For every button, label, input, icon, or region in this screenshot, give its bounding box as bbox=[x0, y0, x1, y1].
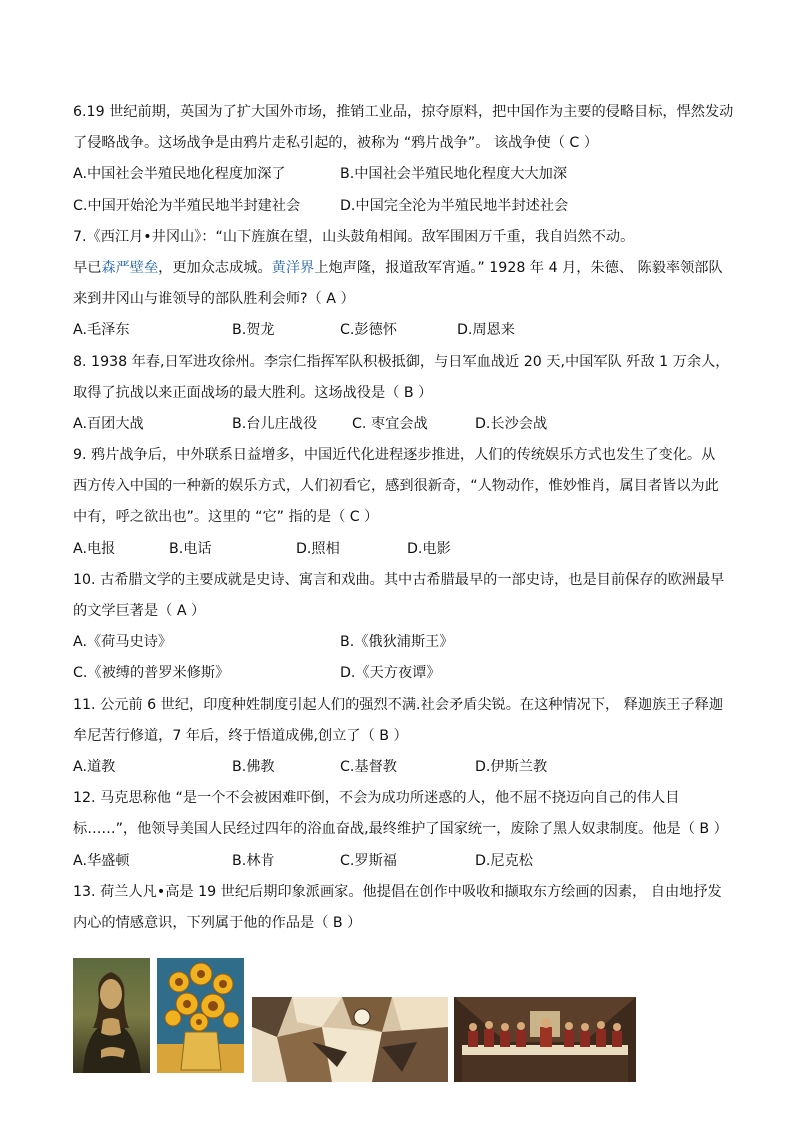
q7-line2-mid: ，更加众志成城。 bbox=[158, 260, 272, 276]
q7-option-b: B.贺龙 bbox=[232, 322, 275, 338]
q9-line1: 9. 鸦片战争后，中外联系日益增多，中国近代化进程逐步推进，人们的传统娱乐方式也发生了变化。从 bbox=[73, 447, 716, 463]
q10-option-c: C.《被缚的普罗米修斯》 bbox=[73, 665, 230, 681]
q7-line2-post: 上炮声隆，报道敌军宵遁。” 1928 年 4 月，朱德、 陈毅率领部队 bbox=[314, 260, 723, 276]
q6-option-a: A.中国社会半殖民地化程度加深了 bbox=[73, 166, 286, 182]
q13-line2: 内心的情感意识，下列属于他的作品是（ B ） bbox=[73, 915, 362, 931]
last-supper-painting bbox=[454, 997, 636, 1082]
q10-option-b: B.《俄狄浦斯王》 bbox=[340, 634, 454, 650]
q8-line2: 取得了抗战以来正面战场的最大胜利。这场战役是（ B ） bbox=[73, 385, 433, 401]
q8-line1: 8. 1938 年春,日军进攻徐州。李宗仁指挥军队积极抵御，与日军血战近 20 天,中国军队 歼敌 1 万余人， bbox=[73, 354, 730, 370]
q6-line2: 了侵略战争。这场战争是由鸦片走私引起的，被称为 “鸦片战争”。 该战争使（ C ） bbox=[73, 135, 599, 151]
q7-option-a: A.毛泽东 bbox=[73, 322, 130, 338]
link-huangyangjie[interactable]: 黄洋界 bbox=[271, 260, 315, 276]
q11-option-b: B.佛教 bbox=[232, 759, 275, 775]
q11-option-c: C.基督教 bbox=[340, 759, 397, 775]
q10-option-a: A.《荷马史诗》 bbox=[73, 634, 173, 650]
q9-line2: 西方传入中国的一种新的娱乐方式，人们初看它，感到很新奇，“人物动作，惟妙惟肖，属目者皆以为此 bbox=[73, 478, 719, 494]
q12-line1: 12. 马克思称他 “是一个不会被困难吓倒，不会为成功所迷惑的人，他不屈不挠迈向自己的伟人目 bbox=[73, 790, 680, 806]
q12-option-a: A.华盛顿 bbox=[73, 853, 130, 869]
q11-option-a: A.道教 bbox=[73, 759, 116, 775]
q12-option-d: D.尼克松 bbox=[475, 853, 533, 869]
q10-line1: 10. 古希腊文学的主要成就是史诗、寓言和戏曲。其中古希腊最早的一部史诗，也是目前保存的欧洲最早 bbox=[73, 572, 725, 588]
q13-line1: 13. 荷兰人凡•高是 19 世纪后期印象派画家。他提倡在创作中吸收和撷取东方绘画的因素， 自由地抒发 bbox=[73, 884, 722, 900]
q9-line3: 中有，呼之欲出也”。这里的 “它” 指的是（ C ） bbox=[73, 509, 379, 525]
q8-option-b: B.台儿庄战役 bbox=[232, 416, 318, 432]
guernica-painting bbox=[252, 997, 448, 1082]
link-senyan-bilei[interactable]: 森严壁垒 bbox=[101, 260, 159, 276]
q7-line3: 来到井冈山与谁领导的部队胜利会师?（ A ） bbox=[73, 291, 355, 307]
q8-option-a: A.百团大战 bbox=[73, 416, 144, 432]
q11-line2: 牟尼苦行修道，7 年后，终于悟道成佛,创立了（ B ） bbox=[73, 728, 408, 744]
q12-line2: 标……”，他领导美国人民经过四年的浴血奋战,最终维护了国家统一，废除了黑人奴隶制度。他是（ B ） bbox=[73, 821, 728, 837]
q9-option-a: A.电报 bbox=[73, 541, 116, 557]
q7-line2 bbox=[73, 258, 723, 278]
q7-line2-pre: 早已 bbox=[73, 260, 102, 276]
q8-option-d: D.长沙会战 bbox=[475, 416, 548, 432]
q9-option-d: D.电影 bbox=[407, 541, 451, 557]
q6-option-c: C.中国开始沦为半殖民地半封建社会 bbox=[73, 198, 301, 214]
q12-option-c: C.罗斯福 bbox=[340, 853, 397, 869]
q7-option-d: D.周恩来 bbox=[457, 322, 515, 338]
q6-line1: 6.19 世纪前期，英国为了扩大国外市场，推销工业品，掠夺原料，把中国作为主要的侵略目标，悍然发动 bbox=[73, 104, 734, 120]
q10-line2: 的文学巨著是（ A ） bbox=[73, 603, 206, 619]
q9-option-c: D.照相 bbox=[296, 541, 340, 557]
q6-option-d: D.中国完全沦为半殖民地半封述社会 bbox=[340, 198, 569, 214]
q9-option-b: B.电话 bbox=[169, 541, 212, 557]
q7-option-c: C.彭德怀 bbox=[340, 322, 397, 338]
sunflowers-painting bbox=[157, 958, 244, 1073]
q7-line1: 7.《西江月•井冈山》：“山下旌旗在望，山头鼓角相闻。敌军围困万千重，我自岿然不动。 bbox=[73, 229, 635, 245]
q8-option-c: C. 枣宜会战 bbox=[352, 416, 428, 432]
q6-option-b: B.中国社会半殖民地化程度大大加深 bbox=[340, 166, 568, 182]
q11-option-d: D.伊斯兰教 bbox=[475, 759, 548, 775]
q11-line1: 11. 公元前 6 世纪，印度种姓制度引起人们的强烈不满.社会矛盾尖锐。在这种情况下， 释迦族王子释迦 bbox=[73, 697, 724, 713]
q12-option-b: B.林肯 bbox=[232, 853, 275, 869]
q10-option-d: D.《天方夜谭》 bbox=[340, 665, 441, 681]
mona-lisa-painting bbox=[73, 958, 150, 1073]
